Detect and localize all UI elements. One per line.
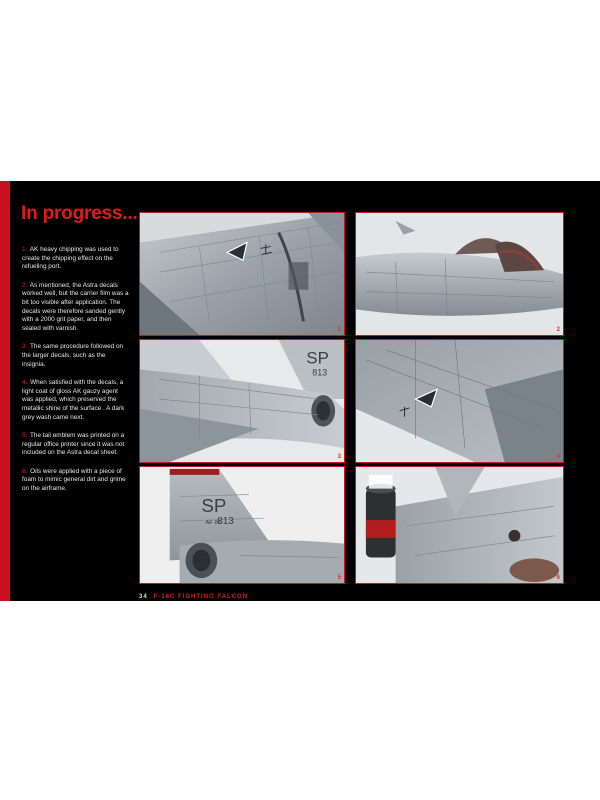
photo-number-badge: 3 (337, 454, 341, 460)
photo-canopy (355, 212, 564, 336)
tail-prefix-text: AF 85 (205, 520, 222, 527)
page-number: 34 (139, 594, 148, 600)
step-item: 4. When satisfied with the decals, a light coat of gloss AK gauzy agent was applied, which preserved the metallic shine of the surface . A dark grey wash came next. (22, 379, 125, 421)
steps-list (22, 246, 130, 504)
tail-code-text: SP (306, 348, 329, 368)
red-edge-bar (0, 181, 10, 601)
photo-wing-root (355, 339, 564, 463)
page-heading: In progress... (21, 203, 138, 224)
tail-serial-text: 813 (312, 367, 328, 378)
book-page (0, 181, 600, 601)
photo-number-badge: 4 (556, 454, 560, 460)
step-item: 2. As mentioned, the Astra decals worked well, but the carrier film was a bit too visible after application. The decals were therefore sanded gently with a 2000 grit paper, and then sealed with varnish. (22, 281, 129, 332)
page-footer (139, 594, 248, 600)
photo-tail-fuselage (139, 339, 345, 463)
photo-wash-bottle (355, 466, 564, 584)
tail-serial-text: 813 (217, 516, 234, 528)
book-title: F-16C FIGHTING FALCON (153, 594, 249, 600)
step-item: 1. AK heavy chipping was used to create the chipping effect on the refueling port. (22, 246, 119, 271)
step-item: 5. The tail emblem was printed on a regular office printer since it was not included on the Astra decal sheet. (22, 432, 125, 457)
step-item: 6. Oils were applied with a piece of foam to mimic general dirt and grime on the airframe. (22, 467, 126, 493)
photo-number-badge: 1 (337, 327, 341, 333)
photo-number-badge: 6 (556, 575, 560, 581)
photo-number-badge: 2 (556, 327, 560, 333)
step-item: 3. The same procedure followed on the larger decals, such as the insignia. (22, 343, 124, 368)
photo-number-badge: 5 (337, 575, 341, 581)
tail-code-text: SP (201, 495, 227, 517)
photo-tail-emblem (139, 466, 345, 584)
photo-refueling-port (139, 212, 345, 336)
